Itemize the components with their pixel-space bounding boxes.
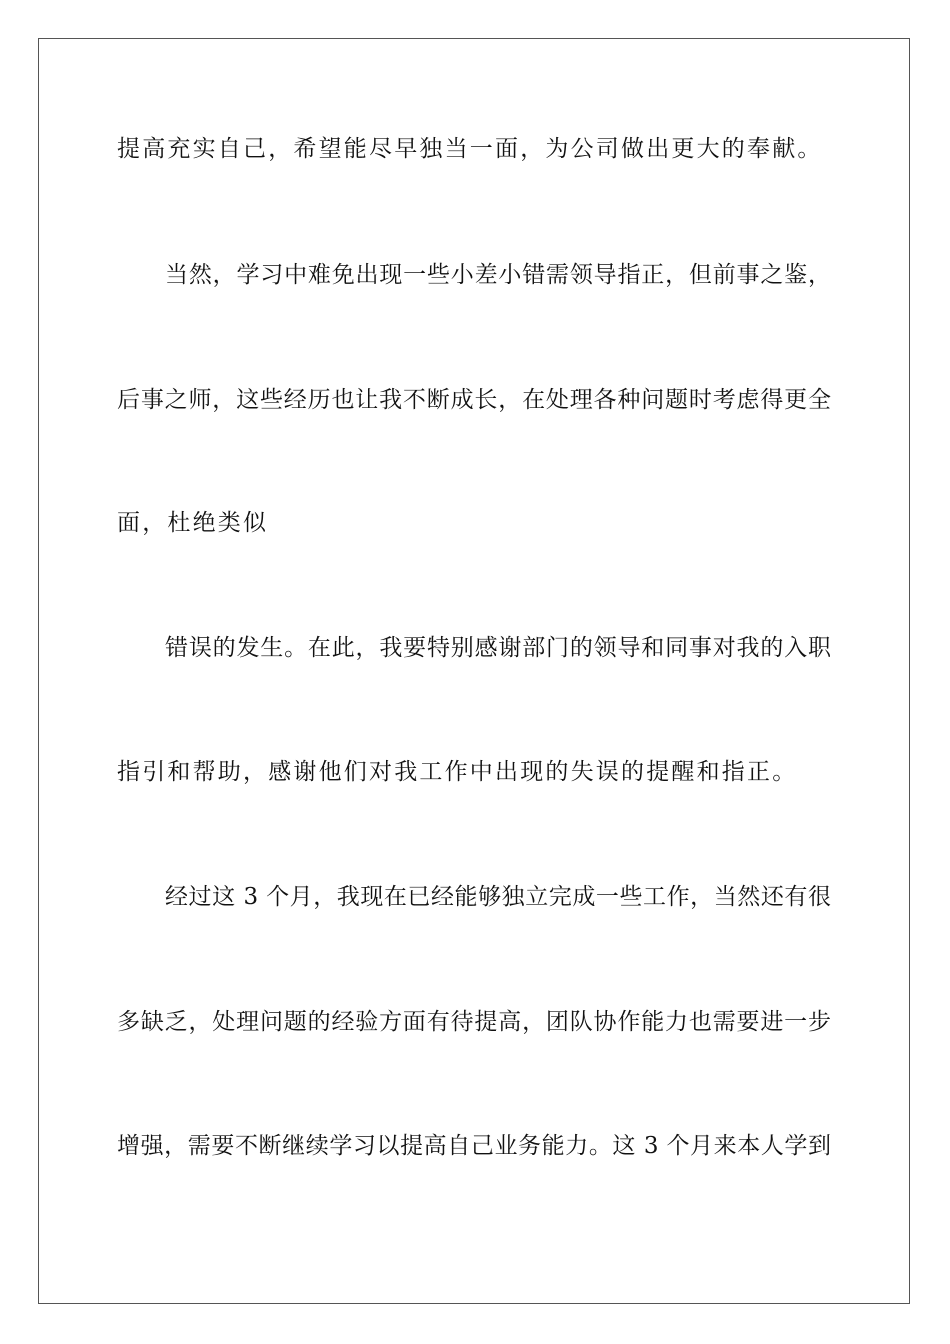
text-line: 错误的发生。在此，我要特别感谢部门的领导和同事对我的入职: [165, 635, 831, 661]
text-line: 提高充实自己，希望能尽早独当一面，为公司做出更大的奉献。: [117, 136, 823, 162]
page-border: [38, 38, 910, 1304]
text-line: 指引和帮助，感谢他们对我工作中出现的失误的提醒和指正。: [117, 759, 798, 785]
text-line: 当然，学习中难免出现一些小差小错需领导指正，但前事之鉴，: [165, 262, 831, 288]
text-line: 面，杜绝类似: [117, 510, 269, 536]
text-line: 多缺乏，处理问题的经验方面有待提高，团队协作能力也需要进一步: [117, 1009, 831, 1035]
text-line: 经过这 3 个月，我现在已经能够独立完成一些工作，当然还有很: [165, 884, 831, 910]
text-line: 后事之师，这些经历也让我不断成长，在处理各种问题时考虑得更全: [117, 387, 831, 413]
text-line: 增强，需要不断继续学习以提高自己业务能力。这 3 个月来本人学到: [117, 1133, 831, 1159]
